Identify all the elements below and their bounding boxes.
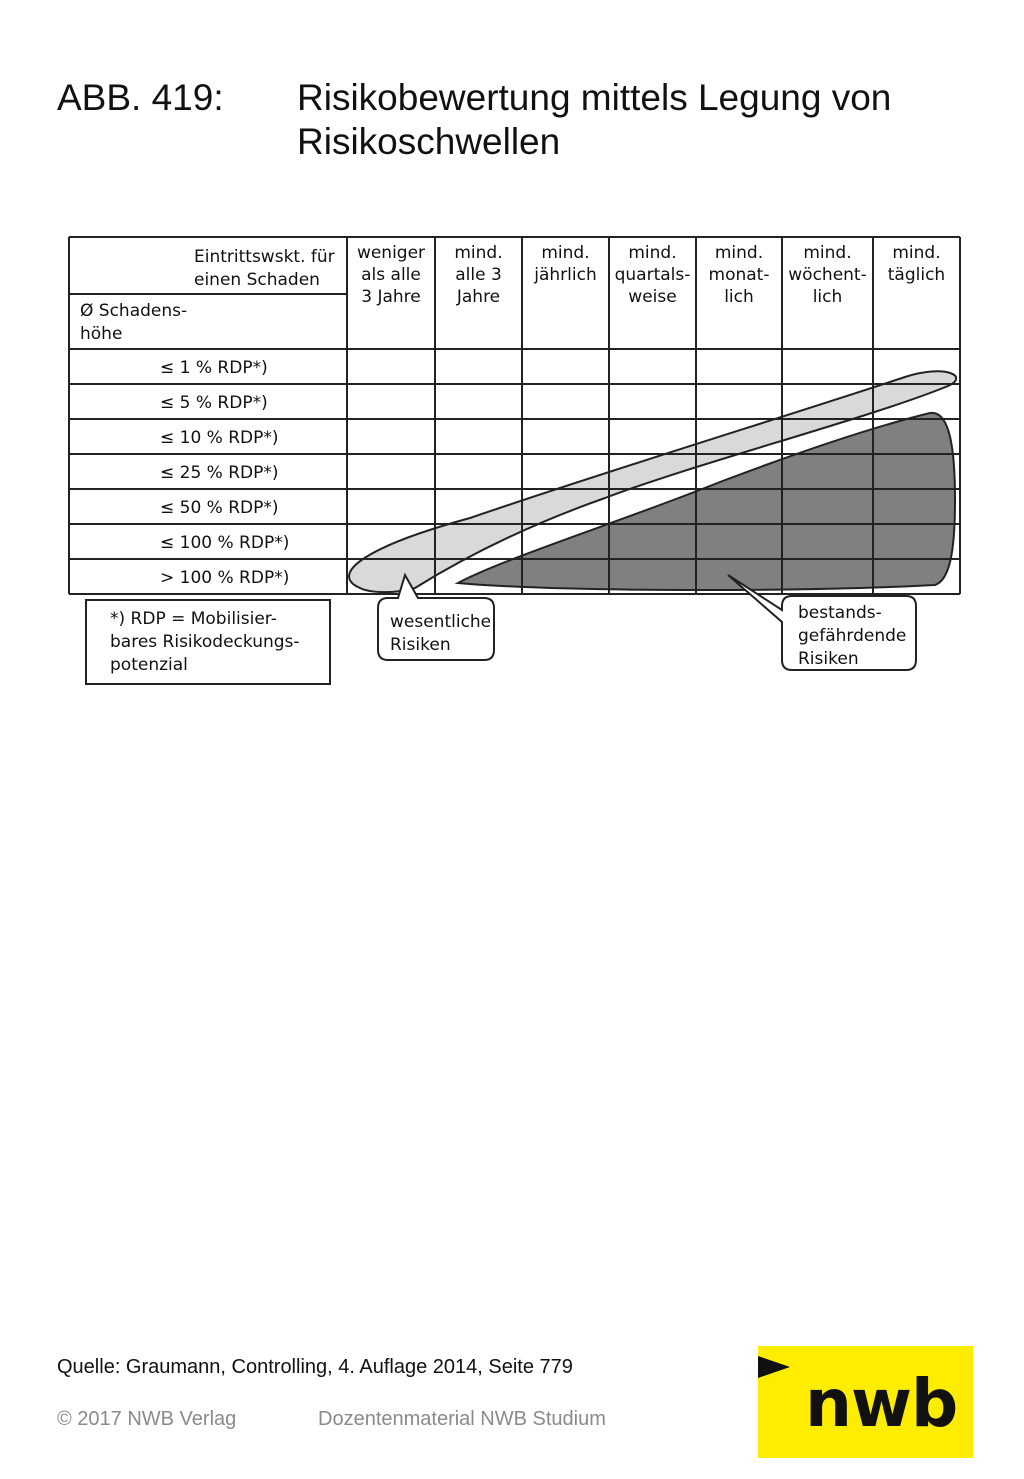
column-header-line: weise [628,287,677,307]
figure-number: ABB. 419: [57,77,224,118]
row-label: ≤ 100 % RDP*) [160,533,290,553]
corner-header [80,247,335,344]
column-headers [357,243,945,307]
course-label: Dozentenmaterial NWB Studium [318,1408,606,1430]
callout-critical-line-3: Risiken [798,649,859,669]
callout-critical-line-2: gefährdende [798,626,907,646]
column-header-line: mind. [803,243,852,263]
copyright: © 2017 NWB Verlag [57,1408,237,1430]
row-label: ≤ 10 % RDP*) [160,428,279,448]
probability-axis-label-line-1: Eintrittswskt. für [194,247,335,267]
row-label: ≤ 25 % RDP*) [160,463,279,483]
column-header-line: 3 Jahre [361,287,421,307]
footnote-line-1: *) RDP = Mobilisier- [110,609,277,629]
footnote-line-3: potenzial [110,655,188,675]
row-labels [160,358,289,588]
column-header-line: mind. [714,243,764,263]
column-header-line: mind. [541,243,590,263]
logo-text: nwb [805,1365,958,1442]
source-citation: Quelle: Graumann, Controlling, 4. Auflage 2014, Seite 779 [57,1356,573,1378]
title-line-2: Risikoschwellen [297,121,561,162]
column-header-line: mind. [454,243,503,263]
row-label: > 100 % RDP*) [160,568,290,588]
column-header-line: mind. [892,243,941,263]
row-label: ≤ 5 % RDP*) [160,393,268,413]
column-header-line: quartals- [614,265,691,285]
damage-axis-label-line-1: Ø Schadens- [80,301,188,321]
row-label: ≤ 50 % RDP*) [160,498,279,518]
callout-critical-line-1: bestands- [798,603,882,623]
column-header-line: als alle [361,265,421,285]
column-header-line: weniger [356,243,426,263]
probability-axis-label-line-2: einen Schaden [194,270,320,290]
callout-significant-line-2: Risiken [390,635,451,655]
logo-arrow-icon [758,1356,790,1378]
column-header-line: Jahre [456,287,501,307]
title-line-1: Risikobewertung mittels Legung von [297,77,892,118]
column-header-line: monat- [708,265,770,285]
column-header-line: jährlich [534,265,597,285]
column-header-line: täglich [887,265,946,285]
column-header-line: lich [724,287,754,307]
footnote-line-2: bares Risikodeckungs- [110,632,300,652]
damage-axis-label-line-2: höhe [80,324,123,344]
risk-threshold-matrix [0,0,1024,720]
column-header-line: mind. [628,243,677,263]
column-header-line: alle 3 [455,265,502,285]
callout-significant-line-1: wesentliche [390,612,492,632]
row-label: ≤ 1 % RDP*) [160,358,268,378]
nwb-logo [758,1346,973,1458]
column-header-line: wöchent- [788,265,867,285]
column-header-line: lich [812,287,843,307]
